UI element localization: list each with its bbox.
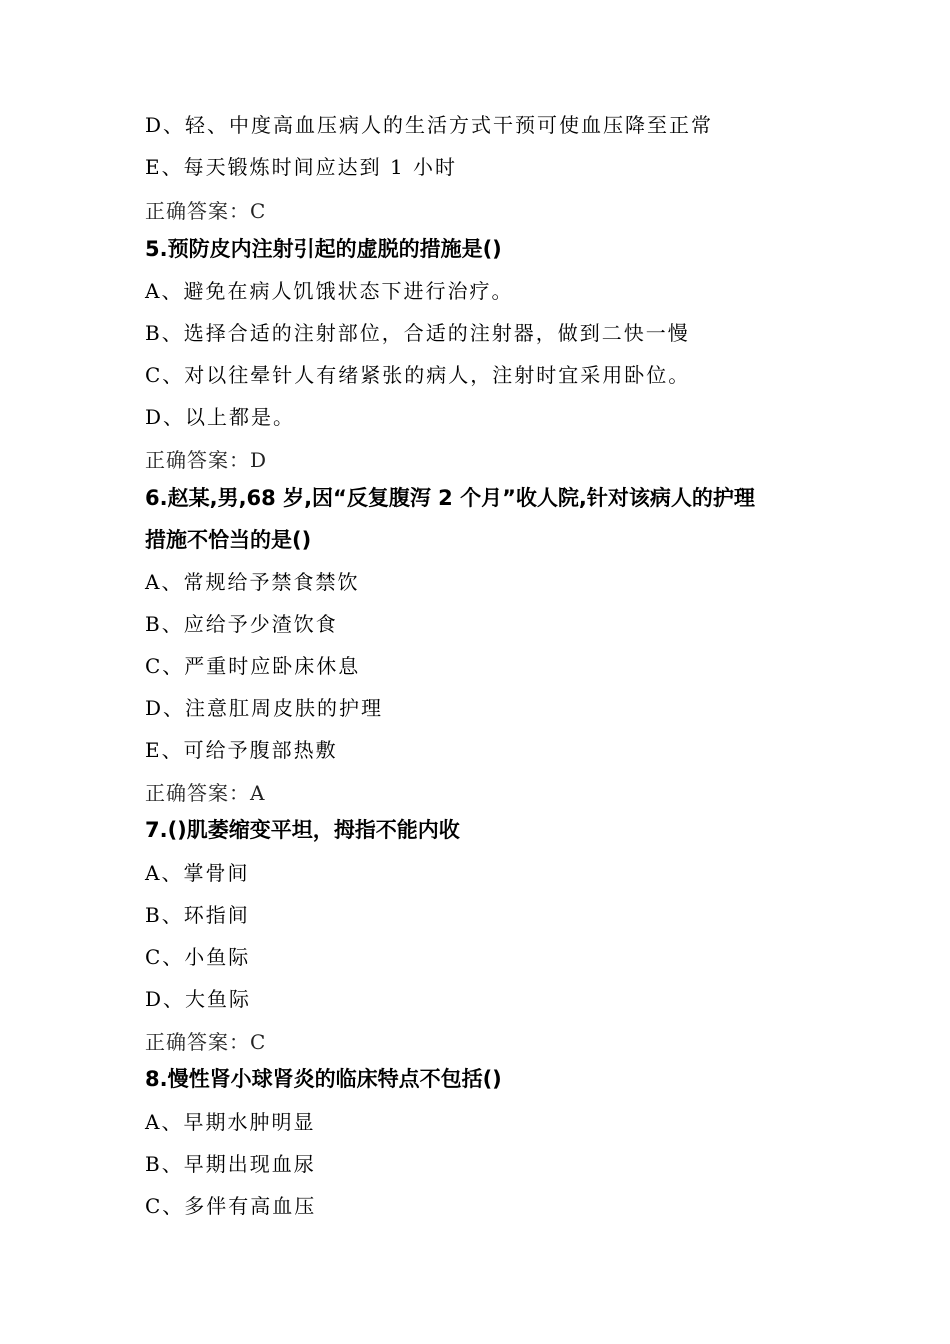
option-line: B、环指间 [145,903,250,927]
option-line: B、早期出现血尿 [145,1152,316,1176]
option-line: D、以上都是。 [145,405,296,429]
option-line: C、严重时应卧床休息 [145,654,361,678]
option-line: E、可给予腹部热敷 [145,738,338,762]
answer-line: 正确答案：D [145,448,268,472]
option-line: A、常规给予禁食禁饮 [145,570,360,594]
question-line: 8.慢性肾小球肾炎的临床特点不包括() [145,1067,502,1091]
option-line: E、每天锻炼时间应达到 1 小时 [145,155,458,179]
option-line: D、大鱼际 [145,987,252,1011]
option-line: A、早期水肿明显 [145,1110,316,1134]
option-line: B、应给予少渣饮食 [145,612,338,636]
option-line: D、轻、中度高血压病人的生活方式干预可使血压降至正常 [145,113,714,137]
answer-line: 正确答案：C [145,1030,267,1054]
option-line: D、注意肛周皮肤的护理 [145,696,384,720]
option-line: B、选择合适的注射部位，合适的注射器，做到二快一慢 [145,321,690,345]
answer-line: 正确答案：A [145,781,266,805]
option-line: C、小鱼际 [145,945,251,969]
question-line: 措施不恰当的是() [145,528,312,552]
question-line: 5.预防皮内注射引起的虚脱的措施是() [145,237,502,261]
answer-line: 正确答案：C [145,199,267,223]
option-line: A、避免在病人饥饿状态下进行治疗。 [145,279,514,303]
option-line: A、掌骨间 [145,861,250,885]
option-line: C、多伴有高血压 [145,1194,317,1218]
question-line: 6.赵某,男,68 岁,因“反复腹泻 2 个月”收人院,针对该病人的护理 [145,486,755,510]
option-line: C、对以往晕针人有绪紧张的病人，注射时宜采用卧位。 [145,363,691,387]
question-line: 7.()肌萎缩变平坦，拇指不能内收 [145,818,460,842]
